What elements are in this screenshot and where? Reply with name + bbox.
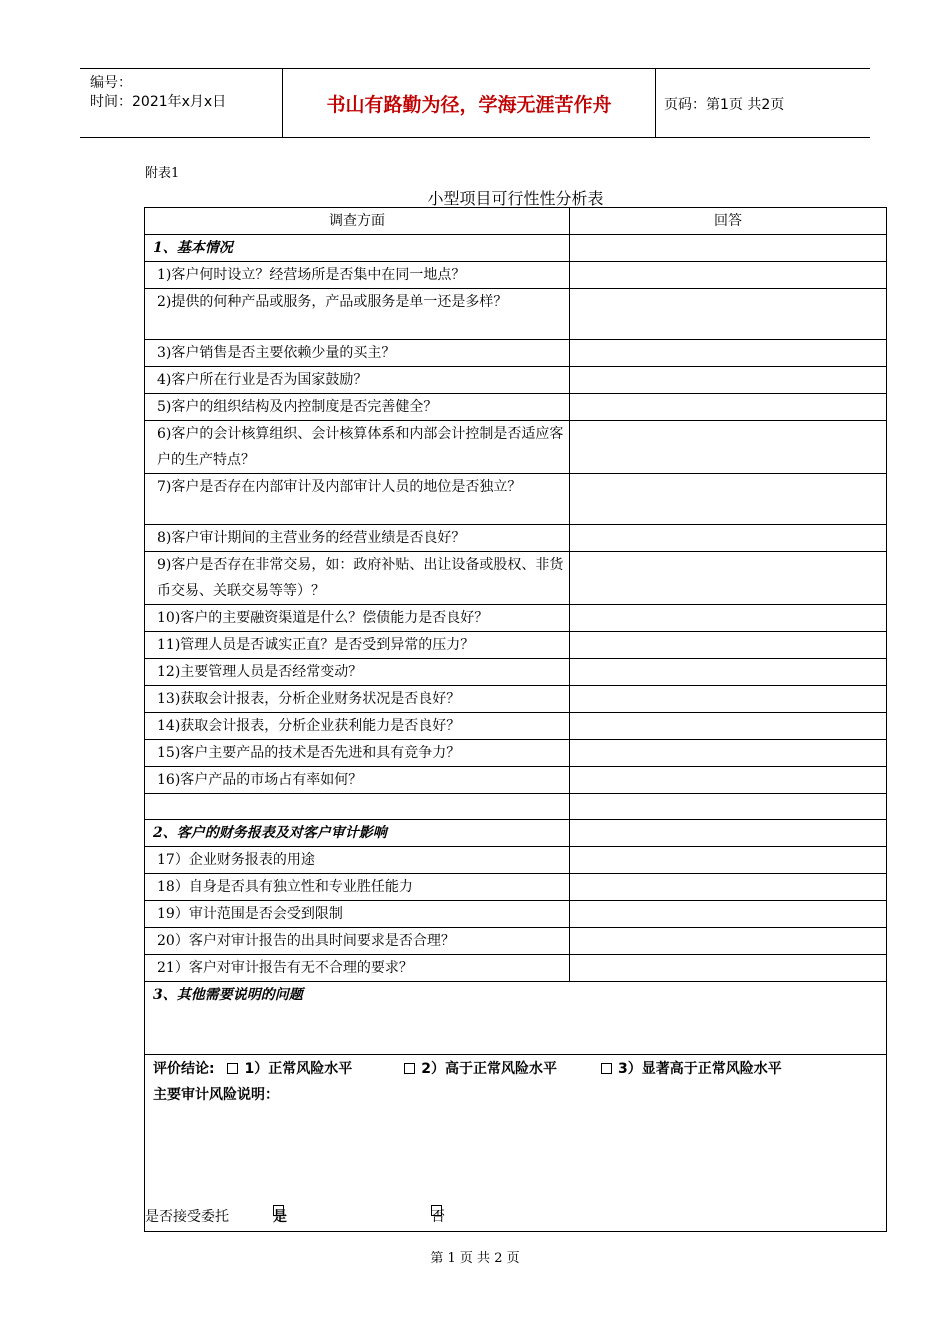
column-header-question: 调查方面 [145, 208, 570, 235]
table-row [145, 340, 887, 367]
evaluation-label: 评价结论: [153, 1061, 215, 1077]
answer-cell[interactable] [570, 421, 887, 474]
question-cell: 9)客户是否存在非常交易，如：政府补贴、出让设备或股权、非货币交易、关联交易等等）？ [145, 552, 570, 605]
table-row [145, 713, 887, 740]
section-heading: 2、客户的财务报表及对客户审计影响 [145, 820, 570, 847]
header-info [80, 69, 282, 137]
question-cell: 15)客户主要产品的技术是否先进和具有竞争力？ [145, 740, 570, 767]
section-heading: 1、基本情况 [145, 235, 570, 262]
answer-cell[interactable] [570, 794, 887, 820]
question-cell: 13)获取会计报表，分析企业财务状况是否良好？ [145, 686, 570, 713]
table-row [145, 632, 887, 659]
table-row [145, 874, 887, 901]
checkbox-normal-risk[interactable] [227, 1063, 238, 1074]
table-row [145, 928, 887, 955]
question-cell: 4)客户所在行业是否为国家鼓励？ [145, 367, 570, 394]
table-row [145, 394, 887, 421]
question-cell: 8)客户审计期间的主营业务的经营业绩是否良好？ [145, 525, 570, 552]
table-row [145, 740, 887, 767]
option-normal-risk: 1）正常风险水平 [244, 1061, 353, 1077]
accept-label: 是否接受委托 [145, 1209, 229, 1225]
answer-cell[interactable] [570, 632, 887, 659]
question-cell: 20）客户对审计报告的出具时间要求是否合理？ [145, 928, 570, 955]
page-footer: 第 1 页 共 2 页 [430, 1251, 520, 1266]
option-significantly-above-risk: 3）显著高于正常风险水平 [617, 1061, 782, 1077]
option-above-normal-risk: 2）高于正常风险水平 [421, 1061, 557, 1077]
question-cell: 19）审计范围是否会受到限制 [145, 901, 570, 928]
header-page-info: 页码：第1页 共2页 [664, 97, 785, 113]
question-cell: 1)客户何时设立？经营场所是否集中在同一地点？ [145, 262, 570, 289]
answer-cell[interactable] [570, 552, 887, 605]
checkbox-above-normal-risk[interactable] [404, 1063, 415, 1074]
table-row [145, 901, 887, 928]
question-cell: 17）企业财务报表的用途 [145, 847, 570, 874]
answer-cell[interactable] [570, 847, 887, 874]
table-row [145, 686, 887, 713]
question-cell: 11)管理人员是否诚实正直？是否受到异常的压力？ [145, 632, 570, 659]
answer-cell[interactable] [570, 767, 887, 794]
section-row [145, 982, 887, 1055]
document-header [80, 68, 870, 138]
answer-cell[interactable] [570, 235, 887, 262]
answer-cell[interactable] [570, 525, 887, 552]
table-row [145, 552, 887, 605]
attachment-label: 附表1 [145, 166, 180, 181]
question-cell: 21）客户对审计报告有无不合理的要求？ [145, 955, 570, 982]
question-cell: 3)客户销售是否主要依赖少量的买主？ [145, 340, 570, 367]
question-cell: 16)客户产品的市场占有率如何？ [145, 767, 570, 794]
question-cell: 18）自身是否具有独立性和专业胜任能力 [145, 874, 570, 901]
question-cell: 5)客户的组织结构及内控制度是否完善健全？ [145, 394, 570, 421]
answer-cell[interactable] [570, 659, 887, 686]
table-row [145, 955, 887, 982]
section-heading: 3、其他需要说明的问题 [145, 982, 887, 1055]
header-divider [655, 69, 656, 137]
answer-cell[interactable] [570, 605, 887, 632]
answer-cell[interactable] [570, 740, 887, 767]
date-line: 时间：2021年x月x日 [90, 94, 227, 110]
table-row [145, 659, 887, 686]
number-label: 编号： [90, 75, 132, 91]
answer-cell[interactable] [570, 686, 887, 713]
answer-cell[interactable] [570, 289, 887, 340]
question-cell: 7)客户是否存在内部审计及内部审计人员的地位是否独立？ [145, 474, 570, 525]
answer-cell[interactable] [570, 474, 887, 525]
accept-no-label: 否 [431, 1209, 445, 1225]
header-motto: 书山有路勤为径，学海无涯苦作舟 [326, 93, 612, 116]
table-row [145, 525, 887, 552]
evaluation-row [145, 1055, 887, 1232]
section-row [145, 235, 887, 262]
table-row [145, 262, 887, 289]
column-header-answer: 回答 [570, 208, 887, 235]
answer-cell[interactable] [570, 928, 887, 955]
accept-yes-label: 是 [273, 1209, 287, 1225]
question-cell: 10)客户的主要融资渠道是什么？偿债能力是否良好？ [145, 605, 570, 632]
section-row [145, 820, 887, 847]
table-row [145, 767, 887, 794]
table-row [145, 847, 887, 874]
question-cell: 6)客户的会计核算组织、会计核算体系和内部会计控制是否适应客户的生产特点？ [145, 421, 570, 474]
question-cell: 12)主要管理人员是否经常变动？ [145, 659, 570, 686]
answer-cell[interactable] [570, 367, 887, 394]
table-row [145, 421, 887, 474]
question-cell: 2)提供的何种产品或服务，产品或服务是单一还是多样？ [145, 289, 570, 340]
answer-cell[interactable] [570, 340, 887, 367]
answer-cell[interactable] [570, 955, 887, 982]
table-row [145, 474, 887, 525]
evaluation-cell [145, 1055, 887, 1232]
answer-cell[interactable] [570, 820, 887, 847]
table-row [145, 367, 887, 394]
question-cell [145, 794, 570, 820]
feasibility-table [144, 207, 887, 1232]
table-row [145, 605, 887, 632]
question-cell: 14)获取会计报表，分析企业获利能力是否良好？ [145, 713, 570, 740]
form-title: 小型项目可行性性分析表 [427, 189, 604, 208]
answer-cell[interactable] [570, 713, 887, 740]
risk-description-label: 主要审计风险说明： [153, 1087, 279, 1103]
answer-cell[interactable] [570, 901, 887, 928]
table-row [145, 289, 887, 340]
answer-cell[interactable] [570, 394, 887, 421]
checkbox-significantly-above-risk[interactable] [601, 1063, 612, 1074]
table-body [145, 235, 887, 1232]
answer-cell[interactable] [570, 262, 887, 289]
answer-cell[interactable] [570, 874, 887, 901]
table-row [145, 794, 887, 820]
